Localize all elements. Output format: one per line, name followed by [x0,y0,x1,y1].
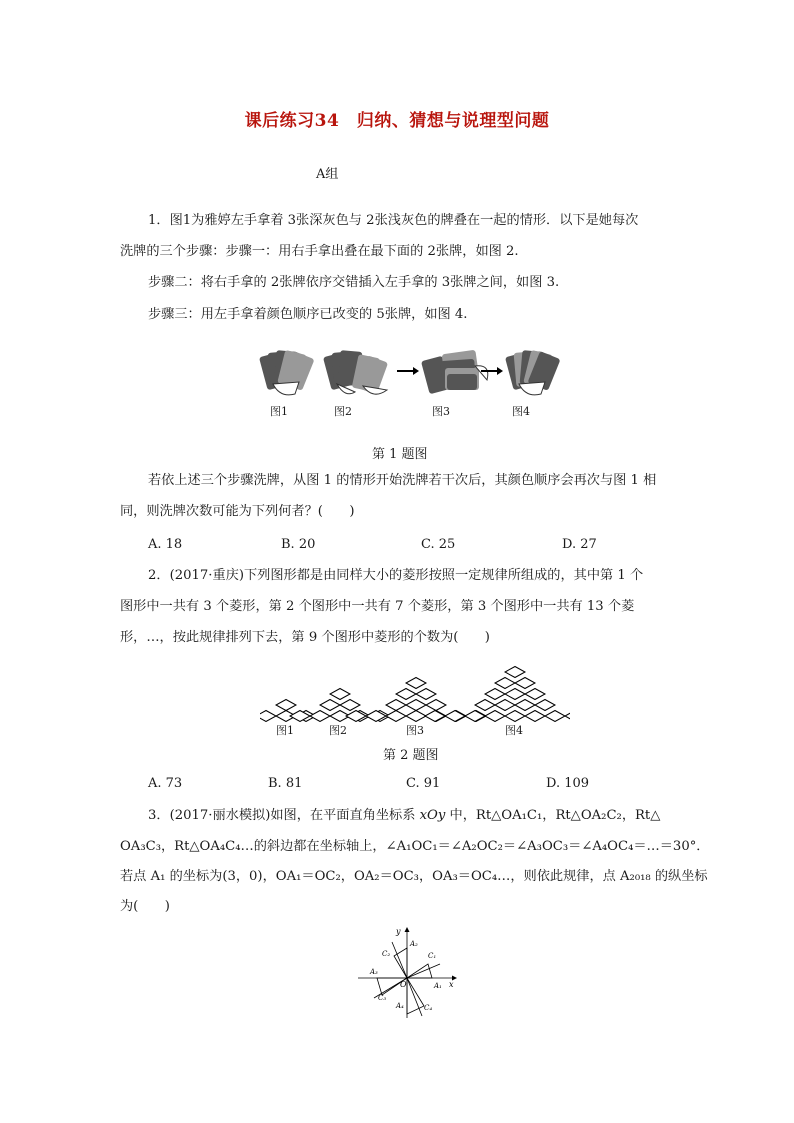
fig4-bottom-rhombus [545,711,565,722]
q1-after-line-1: 若依上述三个步骤洗牌，从图 1 的情形开始洗牌若干次后，其颜色顺序会再次与图 1 相 [148,473,657,488]
q1-line-3: 步骤二：将右手拿的 2张牌依序交错插入左手拿的 3张牌之间，如图 3. [148,275,560,290]
point-label-c2: C₂ [382,950,391,958]
q1-fig-label-3: 图3 [432,405,450,418]
fig2-bottom-rhombus [310,711,330,722]
fig4-bottom-rhombus [445,711,465,722]
q3-line-3: 若点 A₁ 的坐标为(3，0)，OA₁＝OC₂，OA₂＝OC₃，OA₃＝OC₄…，则依此规律，点 A₂₀₁₈ 的纵坐标 [120,869,708,884]
q1-fig-label-2: 图2 [334,405,352,418]
q1-after-line-2: 同，则洗牌次数可能为下列何者？( ) [120,504,355,519]
fig4-pyramid-rhombus [505,667,525,678]
q1-card-figure [255,346,565,406]
fig3-cards [421,350,488,395]
point-label-a1: A₁ [434,982,442,990]
q2-fig-label-2: 图2 [329,724,347,737]
fig2-cards [323,350,388,395]
fig2-pyramid-rhombus [330,689,350,700]
q1-line-4: 步骤三：用左手拿着颜色顺序已改变的 5张牌，如图 4. [148,307,468,322]
q2-rhombus-figure [260,650,570,722]
q2-line-2: 图形中一共有 3 个菱形，第 2 个图形中一共有 7 个菱形，第 3 个图形中一共有 13 个菱 [120,599,635,614]
fig4-bottom-rhombus [485,711,505,722]
fig3-pyramid-rhombus [426,700,446,711]
q2-option-d[interactable]: D. 109 [546,776,590,791]
q2-fig-label-3: 图3 [406,724,424,737]
q2-fig-label-1: 图1 [276,724,294,737]
q1-line-1: 1．图1为雅婷左手拿着 3张深灰色与 2张浅灰色的牌叠在一起的情形．以下是她每次 [148,213,639,228]
fig4-pyramid-rhombus [485,689,505,700]
q3-line-2: OA₃C₃，Rt△OA₄C₄…的斜边都在坐标轴上，∠A₁OC₁＝∠A₂OC₂＝∠A₃OC₃＝∠A₄OC₄＝…＝30°． [120,839,710,854]
q2-option-b[interactable]: B. 81 [268,776,303,791]
origin-label: O [400,980,407,989]
q1-fig-label-1: 图1 [270,405,288,418]
q1-caption: 第 1 题图 [372,447,428,462]
q1-line-2: 洗牌的三个步骤：步骤一：用右手拿出叠在最下面的 2张牌，如图 2. [120,244,519,259]
point-label-c1: C₁ [428,952,437,960]
q2-line-3: 形，…，按此规律排列下去，第 9 个图形中菱形的个数为( ) [120,630,490,645]
fig4-pyramid-rhombus [525,689,545,700]
fig3-pyramid-rhombus [416,689,436,700]
axis-label-y: y [396,927,401,936]
fig4-pyramid-rhombus [515,700,535,711]
q2-fig-label-4: 图4 [505,724,523,737]
fig4-bottom-rhombus [505,711,525,722]
q1-option-b[interactable]: B. 20 [281,537,316,552]
point-label-a2: A₂ [410,940,418,948]
q2-line-1: 2．(2017·重庆)下列图形都是由同样大小的菱形按照一定规律所组成的，其中第 1 个 [148,568,644,583]
q2-option-c[interactable]: C. 91 [406,776,441,791]
q2-caption: 第 2 题图 [383,748,439,763]
group-heading: A组 [316,167,339,182]
fig3-bottom-rhombus [406,711,426,722]
q1-option-c[interactable]: C. 25 [421,537,456,552]
fig4-pyramid-rhombus [475,700,495,711]
q1-option-d[interactable]: D. 27 [562,537,597,552]
fig4-bottom-rhombus [525,711,545,722]
fig3-pyramid-rhombus [396,689,416,700]
fig3-pyramid-rhombus [386,700,406,711]
q2-option-a[interactable]: A. 73 [148,776,183,791]
fig4-pyramid-rhombus [495,700,515,711]
fig2-pyramid-rhombus [340,700,360,711]
fig4-pyramid-rhombus [505,689,525,700]
fig4-bottom-rhombus [565,711,570,722]
axis-label-x: x [449,980,454,989]
q3-coordinate-figure [352,922,462,1022]
q1-fig-label-4: 图4 [512,405,530,418]
fig1-cards [259,350,315,395]
fig3-pyramid-rhombus [406,700,426,711]
q3-line-1: 3．(2017·丽水模拟)如图，在平面直角坐标系 xOy 中，Rt△OA₁C₁，Rt△OA₂C₂，Rt△ [148,808,661,823]
fig3-pyramid-rhombus [406,678,426,689]
fig4-cards [505,350,561,395]
fig4-pyramid-rhombus [495,678,515,689]
q3-line-4: 为( ) [120,899,170,914]
point-label-c3: C₃ [378,994,387,1002]
fig2-pyramid-rhombus [320,700,340,711]
fig4-pyramid-rhombus [515,678,535,689]
point-label-c4: C₄ [424,1004,433,1012]
point-label-a4: A₄ [396,1002,404,1010]
point-label-a3: A₃ [370,968,378,976]
fig1-pyramid-rhombus [276,700,296,711]
fig4-bottom-rhombus [465,711,485,722]
page-title: 课后练习34 归纳、猜想与说理型问题 [244,111,550,131]
q3-coord-system: xOy [419,808,446,823]
fig4-bottom-rhombus [425,711,445,722]
fig3-bottom-rhombus [386,711,406,722]
fig1-bottom-rhombus [260,711,276,722]
q1-option-a[interactable]: A. 18 [148,537,183,552]
fig4-pyramid-rhombus [535,700,555,711]
